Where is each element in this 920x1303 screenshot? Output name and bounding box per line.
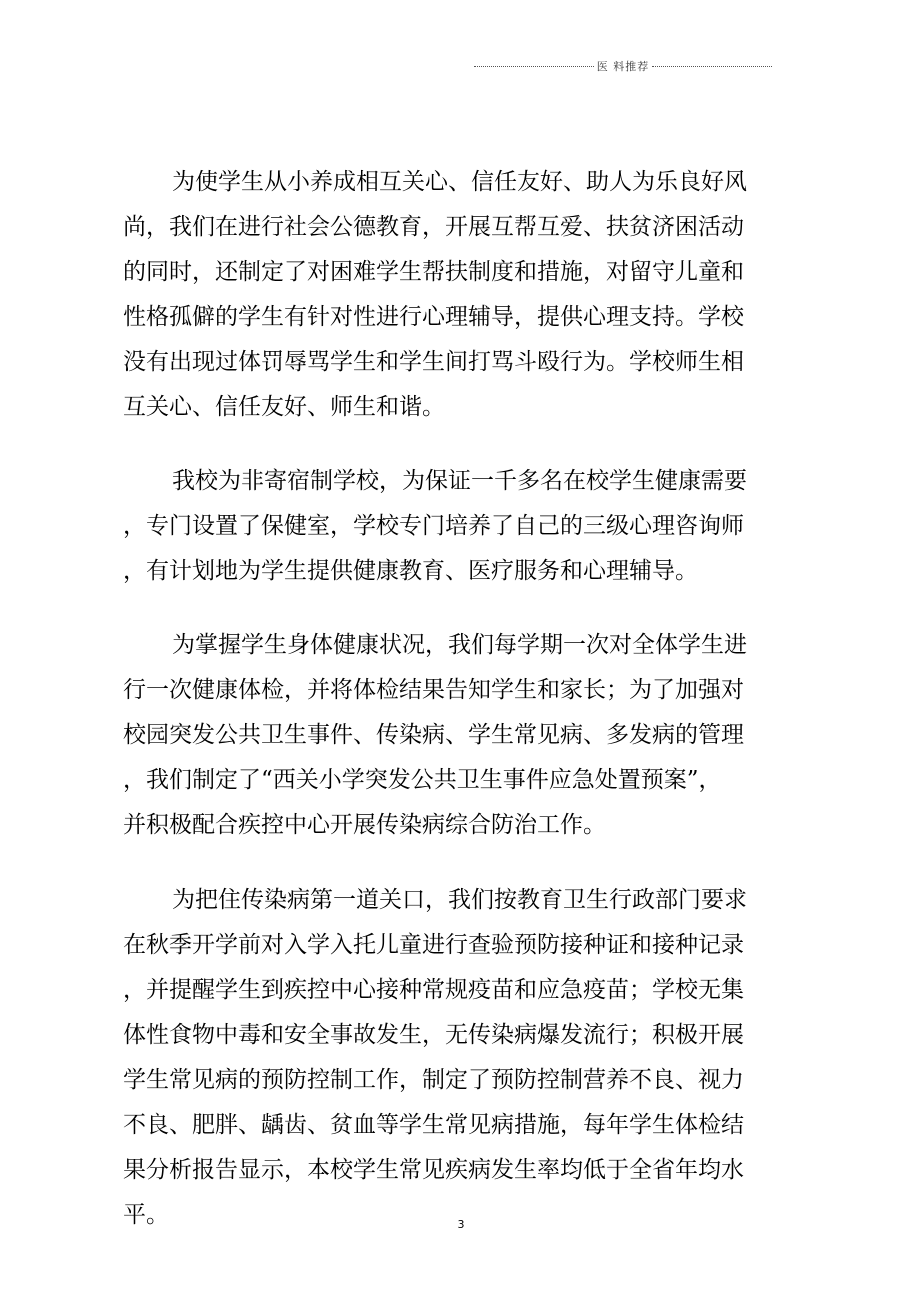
paragraph-line: 体性食物中毒和安全事故发生，无传染病爆发流行；积极开展 [123, 1022, 744, 1048]
page-number: 3 [457, 1218, 465, 1231]
header-text: 医 料推荐 [596, 60, 650, 73]
paragraph-line: 为使学生从小养成相互关心、信任友好、助人为乐良好风 [172, 169, 747, 195]
paragraph-line: 性格孤僻的学生有针对性进行心理辅导，提供心理支持。学校 [123, 304, 744, 330]
paragraph-line: 尚，我们在进行社会公德教育，开展互帮互爱、扶贫济困活动 [123, 214, 744, 240]
paragraph-line: 不良、肥胖、龋齿、贫血等学生常见病措施，每年学生体检结 [123, 1112, 744, 1138]
paragraph-line: 校园突发公共卫生事件、传染病、学生常见病、多发病的管理 [123, 722, 744, 748]
paragraph-line: ，专门设置了保健室，学校专门培养了自己的三级心理咨询师 [123, 513, 744, 539]
paragraph-line: 果分析报告显示，本校学生常见疾病发生率均低于全省年均水 [123, 1157, 744, 1183]
header-dotted-rule-right [652, 66, 772, 67]
paragraph-line: 在秋季开学前对入学入托儿童进行查验预防接种证和接种记录 [123, 932, 744, 958]
paragraph-line: 我校为非寄宿制学校，为保证一千多名在校学生健康需要 [172, 468, 747, 494]
paragraph-line: 没有出现过体罚辱骂学生和学生间打骂斗殴行为。学校师生相 [123, 349, 744, 375]
paragraph-4 [123, 878, 745, 1238]
paragraph-line: 互关心、信任友好、师生和谐。 [123, 394, 445, 420]
paragraph-line: 学生常见病的预防控制工作，制定了预防控制营养不良、视力 [123, 1067, 744, 1093]
paragraph-line: ，并提醒学生到疾控中心接种常规疫苗和应急疫苗；学校无集 [123, 977, 744, 1003]
paragraph-line: 平。 [123, 1202, 169, 1228]
header-dotted-rule-left [474, 66, 594, 67]
paragraph-line: 行一次健康体检，并将体检结果告知学生和家长；为了加强对 [123, 677, 744, 703]
document-body [123, 160, 745, 1238]
paragraph-line: 为掌握学生身体健康状况，我们每学期一次对全体学生进 [172, 632, 747, 658]
paragraph-line: ，有计划地为学生提供健康教育、医疗服务和心理辅导。 [123, 558, 698, 584]
paragraph-line: ，我们制定了“西关小学突发公共卫生事件应急处置预案”， [123, 767, 722, 793]
paragraph-2 [123, 459, 745, 594]
paragraph-line: 为把住传染病第一道关口，我们按教育卫生行政部门要求 [172, 887, 747, 913]
paragraph-line: 的同时，还制定了对困难学生帮扶制度和措施，对留守儿童和 [123, 259, 744, 285]
page-header [474, 58, 772, 74]
paragraph-1 [123, 160, 745, 430]
paragraph-3 [123, 623, 745, 848]
paragraph-line: 并积极配合疾控中心开展传染病综合防治工作。 [123, 812, 606, 838]
